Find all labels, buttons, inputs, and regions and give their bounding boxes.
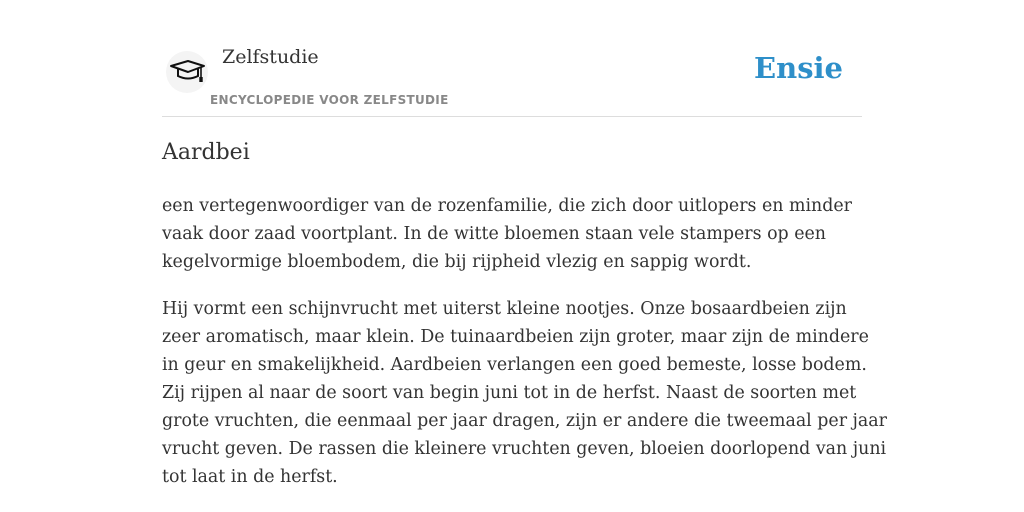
article-title: Aardbei [162, 140, 250, 165]
brand-logo[interactable]: Ensie [754, 51, 843, 85]
paragraph-line: Zij rijpen al naar de soort van begin juni tot in de herfst. Naast de soorten met [162, 383, 857, 403]
article-paragraph [162, 295, 887, 491]
paragraph-line: zeer aromatisch, maar klein. De tuinaardbeien zijn groter, maar zijn de mindere [162, 327, 869, 347]
paragraph-line: vaak door zaad voortplant. In de witte bloemen staan vele stampers op een [162, 224, 826, 244]
paragraph-line: vrucht geven. De rassen die kleinere vruchten geven, bloeien doorlopend van juni [162, 439, 887, 459]
site-subtitle: ENCYCLOPEDIE VOOR ZELFSTUDIE [210, 93, 449, 107]
site-title[interactable]: Zelfstudie [222, 46, 319, 68]
paragraph-line: een vertegenwoordiger van de rozenfamilie, die zich door uitlopers en minder [162, 196, 852, 216]
paragraph-line: tot laat in de herfst. [162, 467, 338, 487]
article-body [162, 192, 887, 510]
site-header [162, 40, 862, 117]
article-paragraph [162, 192, 864, 276]
graduation-cap-icon[interactable] [166, 51, 208, 93]
paragraph-line: in geur en smakelijkheid. Aardbeien verlangen een goed bemeste, losse bodem. [162, 355, 867, 375]
paragraph-line: Hij vormt een schijnvrucht met uiterst kleine nootjes. Onze bosaardbeien zijn [162, 299, 847, 319]
paragraph-line: kegelvormige bloembodem, die bij rijpheid vlezig en sappig wordt. [162, 252, 752, 272]
paragraph-line: grote vruchten, die eenmaal per jaar dragen, zijn er andere die tweemaal per jaar [162, 411, 887, 431]
